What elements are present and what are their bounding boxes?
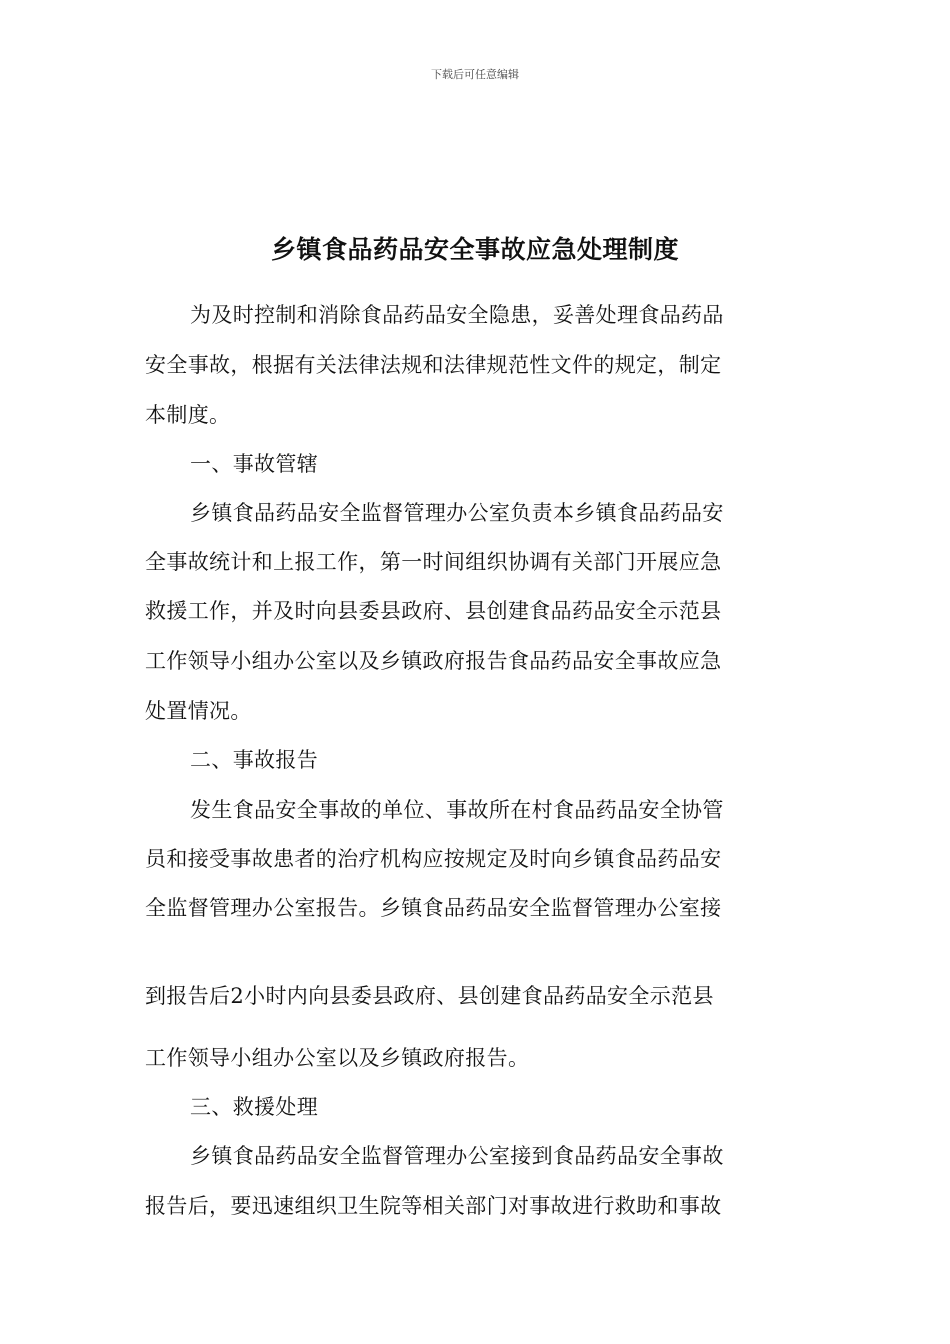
body-line: 乡镇食品药品安全监督管理办公室负责本乡镇食品药品安: [190, 501, 724, 525]
body-line: 工作领导小组办公室以及乡镇政府报告。: [145, 1046, 530, 1070]
body-line: 安全事故，根据有关法律法规和法律规范性文件的规定，制定: [145, 353, 722, 377]
header-note: 下载后可任意编辑: [431, 68, 519, 81]
body-line: 工作领导小组办公室以及乡镇政府报告食品药品安全事故应急: [145, 649, 722, 673]
body-line: 到报告后2小时内向县委县政府、县创建食品药品安全示范县: [145, 984, 714, 1008]
section-heading: 三、救援处理: [190, 1095, 319, 1119]
body-line: 为及时控制和消除食品药品安全隐患，妥善处理食品药品: [190, 303, 724, 327]
body-line: 乡镇食品药品安全监督管理办公室接到食品药品安全事故: [190, 1144, 724, 1168]
body-line: 全监督管理办公室报告。乡镇食品药品安全监督管理办公室接: [145, 896, 722, 920]
body-line: 本制度。: [145, 403, 231, 427]
section-heading: 一、事故管辖: [190, 452, 319, 476]
body-line: 报告后，要迅速组织卫生院等相关部门对事故进行救助和事故: [145, 1194, 722, 1218]
body-line: 员和接受事故患者的治疗机构应按规定及时向乡镇食品药品安: [145, 847, 722, 871]
body-line: 救援工作，并及时向县委县政府、县创建食品药品安全示范县: [145, 599, 722, 623]
document-title: 乡镇食品药品安全事故应急处理制度: [270, 235, 679, 264]
body-line: 发生食品安全事故的单位、事故所在村食品药品安全协管: [190, 798, 724, 822]
section-heading: 二、事故报告: [190, 748, 319, 772]
body-line: 全事故统计和上报工作，第一时间组织协调有关部门开展应急: [145, 550, 722, 574]
body-line: 处置情况。: [145, 699, 252, 723]
